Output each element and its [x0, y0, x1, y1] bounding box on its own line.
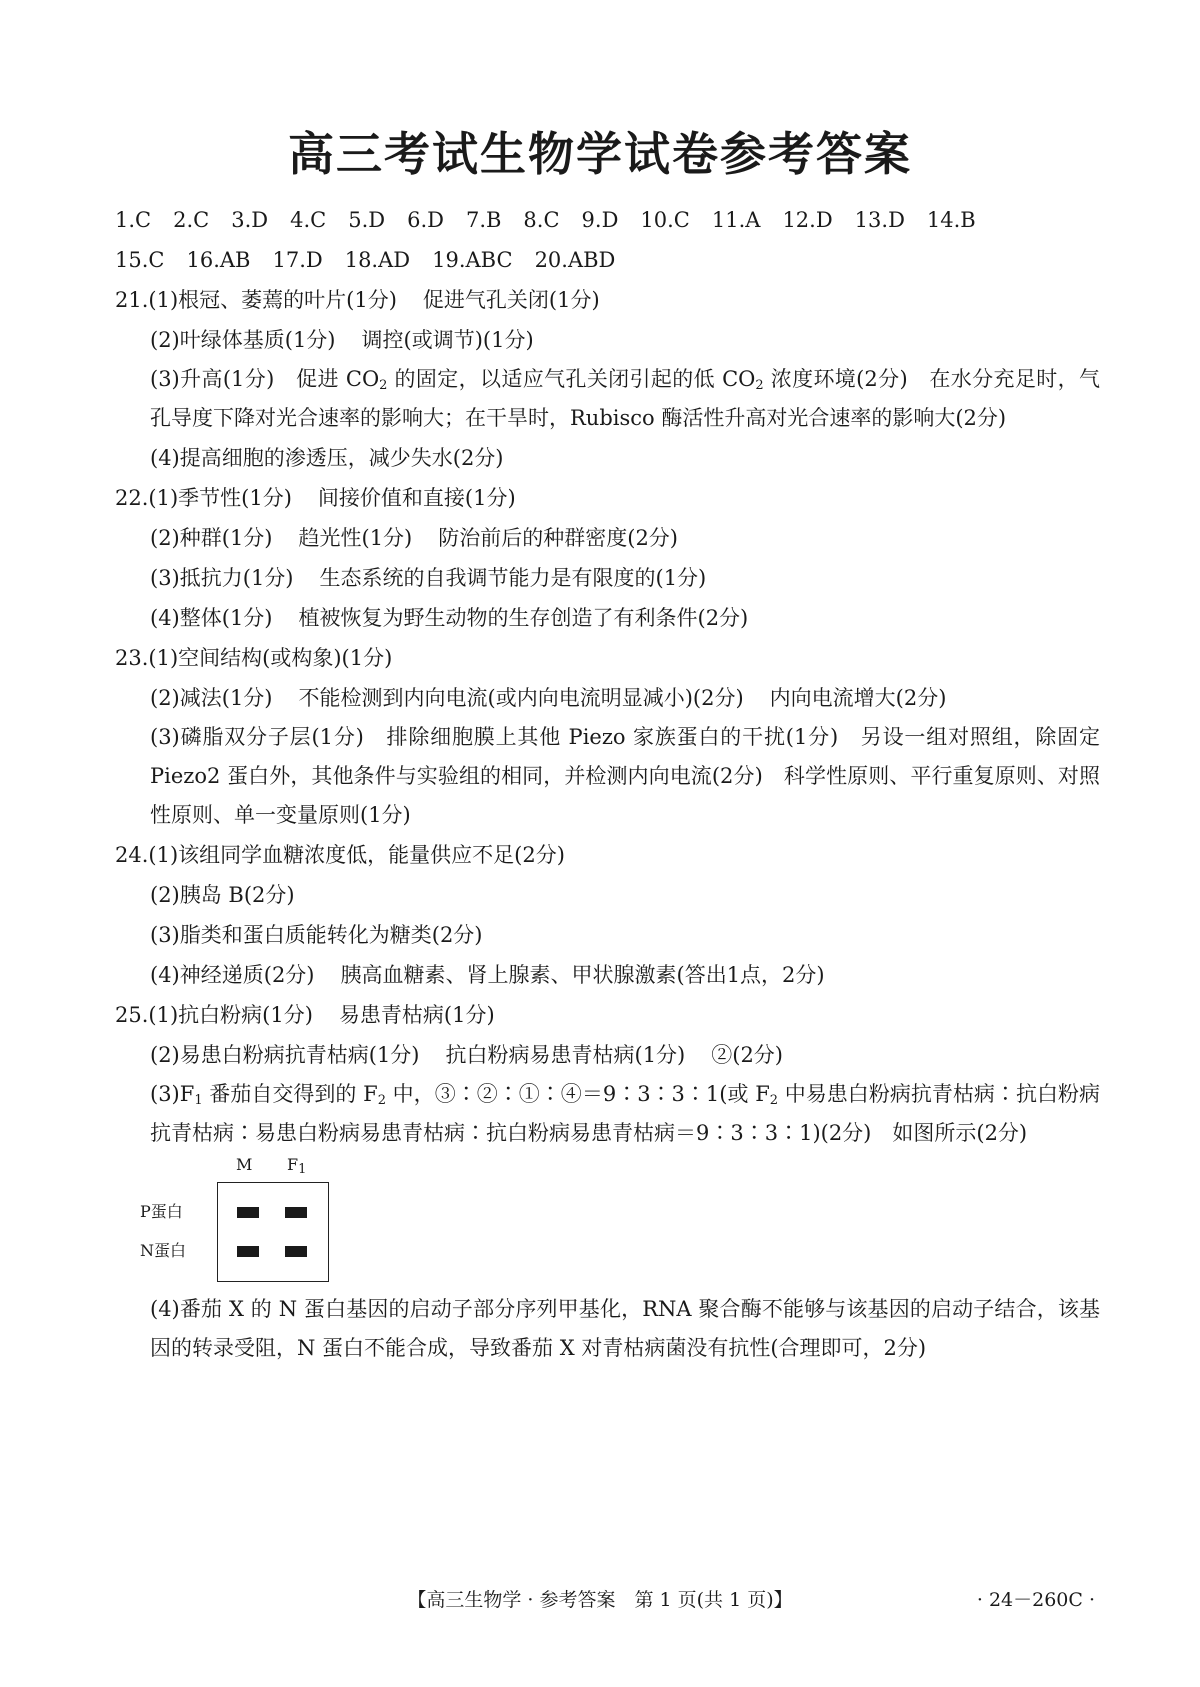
q25-part-2: (2)易患白粉病抗青枯病(1分) 抗白粉病易患青枯病(1分) ②(2分) — [150, 1043, 783, 1067]
choice-answer: 19.ABC — [432, 248, 513, 272]
choice-answer: 20.ABD — [534, 248, 616, 272]
choice-answer: 12.D — [782, 208, 833, 232]
gel-row-label-n-protein: N蛋白 — [140, 1241, 187, 1260]
q21-part-2: (2)叶绿体基质(1分) 调控(或调节)(1分) — [150, 328, 534, 352]
gel-band-m-p — [237, 1207, 259, 1218]
choice-answer: 2.C — [173, 208, 210, 232]
choice-answer: 5.D — [348, 208, 386, 232]
q22-part-1: 22.(1)季节性(1分) 间接价值和直接(1分) — [115, 486, 516, 510]
q21-part-1: 21.(1)根冠、萎蔫的叶片(1分) 促进气孔关闭(1分) — [115, 288, 600, 312]
q25-part-3: $(3)F_1$ 番茄自交得到的 $F_2$ 中，③∶②∶①∶④＝9∶3∶3∶1(或 $F_2$ 中易患白粉病抗青枯病∶抗白粉病抗青枯病∶易患白粉病易患青枯病∶抗白粉病易患青枯病＝9∶3∶3∶1)(2分) 如图所示(2分) — [150, 1082, 1100, 1145]
q24-part-2: (2)胰岛 B(2分) — [150, 883, 295, 907]
choice-answer: 18.AD — [344, 248, 411, 272]
gel-band-m-n — [237, 1246, 259, 1257]
choice-answers-row-1 — [115, 200, 1100, 240]
choice-answer: 13.D — [854, 208, 905, 232]
choice-answer: 15.C — [115, 248, 165, 272]
gel-row-label-p-protein: P蛋白 — [140, 1202, 183, 1221]
choice-answer: 17.D — [272, 248, 323, 272]
q24-part-1: 24.(1)该组同学血糖浓度低，能量供应不足(2分) — [115, 843, 565, 867]
choice-answer: 11.A — [711, 208, 761, 232]
q24-part-4: (4)神经递质(2分) 胰高血糖素、肾上腺素、甲状腺激素(答出1点，2分) — [150, 963, 825, 987]
answer-content — [115, 200, 1100, 1368]
q21-part-3: (3)升高(1分) 促进 $CO_2$ 的固定，以适应气孔关闭引起的低 $CO_2$ 浓度环境(2分) 在水分充足时，气孔导度下降对光合速率的影响大；在干旱时，Rubisco 酶活性升高对光合速率的影响大(2分) — [150, 367, 1101, 430]
q24-part-3: (3)脂类和蛋白质能转化为糖类(2分) — [150, 923, 483, 947]
q22-part-4: (4)整体(1分) 植被恢复为野生动物的生存创造了有利条件(2分) — [150, 606, 749, 630]
choice-answer: 6.D — [407, 208, 444, 232]
q25-part-4: (4)番茄 X 的 N 蛋白基因的启动子部分序列甲基化，RNA 聚合酶不能够与该基因的启动子结合，该基因的转录受阻，N 蛋白不能合成，导致番茄 X 对青枯病菌没有抗性(合理即可，2分) — [150, 1297, 1100, 1360]
gel-electrophoresis-figure — [140, 1155, 470, 1290]
choice-answer: 4.C — [290, 208, 327, 232]
q25-part-1: 25.(1)抗白粉病(1分) 易患青枯病(1分) — [115, 1003, 495, 1027]
q22-part-3: (3)抵抗力(1分) 生态系统的自我调节能力是有限度的(1分) — [150, 566, 707, 590]
q22-part-2: (2)种群(1分) 趋光性(1分) 防治前后的种群密度(2分) — [150, 526, 678, 550]
choice-answers-row-2 — [115, 240, 1100, 280]
gel-band-f1-n — [285, 1246, 307, 1257]
q23-part-1: 23.(1)空间结构(或构象)(1分) — [115, 646, 393, 670]
gel-column-label-f1: $F_1$ — [287, 1155, 307, 1177]
gel-band-f1-p — [285, 1207, 307, 1218]
q23-part-3: (3)磷脂双分子层(1分) 排除细胞膜上其他 Piezo 家族蛋白的干扰(1分) 另设一组对照组，除固定 Piezo2 蛋白外，其他条件与实验组的相同，并检测内向电流(2分) 科学性原则、平行重复原则、对照性原则、单一变量原则(1分) — [150, 725, 1100, 827]
choice-answer: 8.C — [523, 208, 560, 232]
choice-answer: 3.D — [231, 208, 269, 232]
page-title: 高三考试生物学试卷参考答案 — [288, 127, 912, 181]
footer-exam-code: · 24－260C · — [976, 1589, 1095, 1611]
choice-answer: 1.C — [115, 208, 152, 232]
q21-part-4: (4)提高细胞的渗透压，减少失水(2分) — [150, 446, 504, 470]
footer-page-info: 【高三生物学 · 参考答案 第 1 页(共 1 页)】 — [407, 1589, 793, 1611]
gel-frame — [217, 1182, 329, 1282]
choice-answer: 10.C — [640, 208, 690, 232]
choice-answer: 7.B — [465, 208, 502, 232]
q23-part-2: (2)减法(1分) 不能检测到内向电流(或内向电流明显减小)(2分) 内向电流增大(2分) — [150, 686, 947, 710]
choice-answer: 14.B — [926, 208, 976, 232]
choice-answer: 16.AB — [186, 248, 251, 272]
gel-column-label-m: M — [236, 1155, 253, 1174]
choice-answer: 9.D — [581, 208, 619, 232]
